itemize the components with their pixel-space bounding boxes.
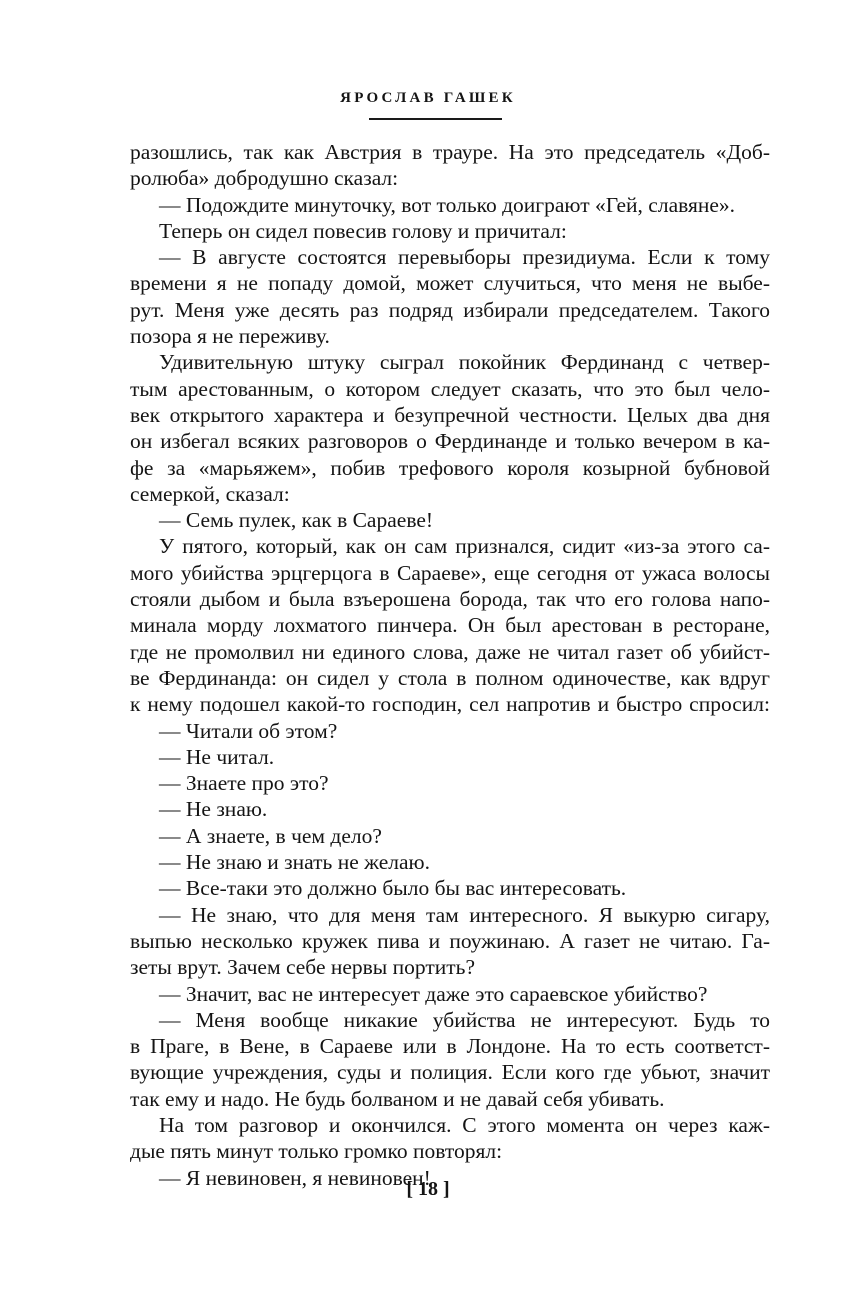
text-line: стояли дыбом и была взъерошена борода, так что его голова напо- <box>130 587 770 612</box>
running-head-author: ЯРОСЛАВ ГАШЕК <box>340 90 516 106</box>
text-line: вующие учреждения, суды и полиция. Если кого где убьют, значит <box>130 1060 770 1085</box>
text-line: позора я не переживу. <box>130 324 330 349</box>
text-line: — Знаете про это? <box>159 771 329 796</box>
text-line: в Праге, в Вене, в Сараеве или в Лондоне. На то есть соответст- <box>130 1034 770 1059</box>
text-line: — Не читал. <box>159 744 275 769</box>
text-line: — Не знаю и знать не желаю. <box>159 850 430 875</box>
text-line: ролюба» добродушно сказал: <box>130 166 399 191</box>
text-line: мого убийства эрцгерцога в Сараеве», еще сегодня от ужаса волосы <box>130 560 770 585</box>
text-line: Теперь он сидел повесив голову и причитал: <box>159 218 567 243</box>
page-number: [ 18 ] <box>406 1178 450 1200</box>
text-line: к нему подошел какой-то господин, сел напротив и быстро спросил: <box>130 692 770 717</box>
text-line: разошлись, так как Австрия в трауре. На это председатель «Доб- <box>130 140 770 164</box>
text-line: рут. Меня уже десять раз подряд избирали председателем. Такого <box>130 297 770 322</box>
text-line: — Семь пулек, как в Сараеве! <box>159 508 434 533</box>
text-line: У пятого, который, как он сам признался, сидит «из-за этого са- <box>159 534 770 559</box>
text-line: фе за «марьяжем», побив трефового короля козырной бубновой <box>130 455 770 480</box>
text-line: семеркой, сказал: <box>130 481 290 506</box>
text-line: — Не знаю. <box>159 797 268 822</box>
text-line: тым арестованным, о котором следует сказать, что это был чело- <box>130 376 770 401</box>
text-line: Удивительную штуку сыграл покойник Фердинанд с четвер- <box>159 350 770 375</box>
text-line: На том разговор и окончился. С этого момента он через каж- <box>159 1112 770 1137</box>
text-line: минала морду лохматого пинчера. Он был арестован в ресторане, <box>130 613 770 638</box>
text-line: — Я невиновен, я невиновен! <box>159 1165 431 1190</box>
text-line: — Все-таки это должно было бы вас интересовать. <box>159 876 627 901</box>
text-line: век открытого характера и безупречной честности. Целых два дня <box>130 402 770 427</box>
text-line: где не промолвил ни единого слова, даже не читал газет об убийст- <box>130 639 770 664</box>
text-line: — Значит, вас не интересует даже это сараевское убийство? <box>159 981 708 1006</box>
text-line: он избегал всяких разговоров о Фердинанде и только вечером в ка- <box>130 429 770 454</box>
text-line: дые пять минут только громко повторял: <box>130 1139 503 1164</box>
text-line: — Подождите минуточку, вот только доиграют «Гей, славяне». <box>159 192 736 217</box>
text-line: выпью несколько кружек пива и поужинаю. А газет не читаю. Га- <box>130 928 770 953</box>
text-line: ве Фердинанда: он сидел у стола в полном одиночестве, как вдруг <box>130 665 770 690</box>
text-line: — В августе состоятся перевыборы президиума. Если к тому <box>159 245 770 270</box>
text-line: так ему и надо. Не будь болваном и не давай себя убивать. <box>130 1086 665 1111</box>
header-rule <box>369 118 502 120</box>
text-line: — Не знаю, что для меня там интересного. Я выкурю сигару, <box>159 902 770 927</box>
text-line: — Читали об этом? <box>159 718 338 743</box>
body-text <box>130 139 770 1191</box>
text-line: — А знаете, в чем дело? <box>159 823 382 848</box>
text-line: — Меня вообще никакие убийства не интересуют. Будь то <box>159 1007 770 1032</box>
text-line: времени я не попаду домой, может случиться, что меня не выбе- <box>130 271 770 296</box>
text-line: зеты врут. Зачем себе нервы портить? <box>130 955 475 980</box>
